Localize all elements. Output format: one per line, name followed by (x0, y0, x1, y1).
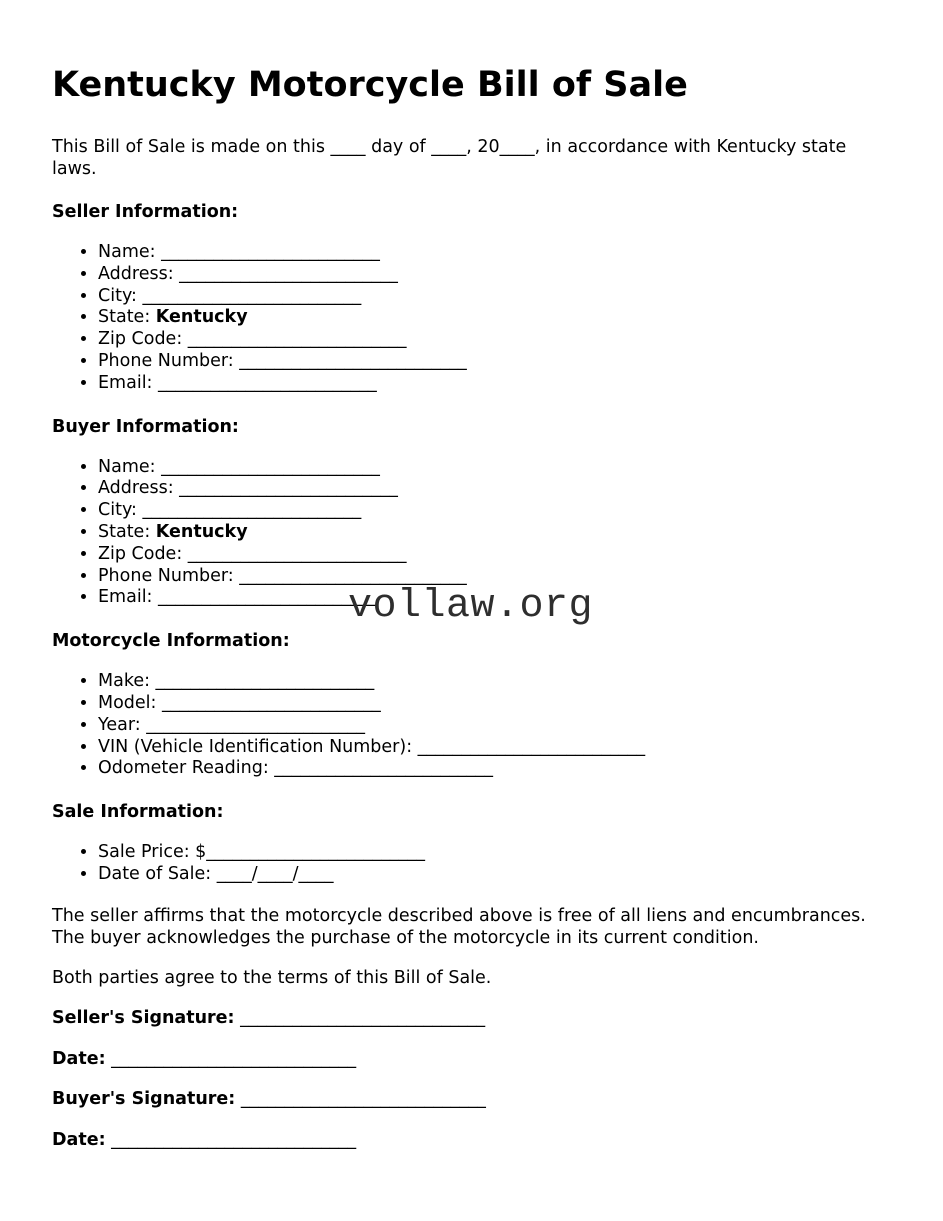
list-item-text: Odometer Reading: _________________________ (98, 758, 494, 779)
list-item-text: State: (98, 307, 156, 328)
watermark: vollaw.org (348, 584, 594, 629)
list-item-text: Sale Price: $_________________________ (98, 842, 426, 863)
list-item-text: Zip Code: _________________________ (98, 329, 407, 350)
date-label: Date: (52, 1129, 106, 1150)
date-label: Date: (52, 1048, 106, 1069)
list-item (98, 842, 891, 864)
intro-paragraph: This Bill of Sale is made on this ____ day of ____, 20____, in accordance with Kentucky state laws. (52, 137, 847, 179)
list-item-text: Model: _________________________ (98, 692, 381, 713)
motorcycle-info-list (52, 671, 891, 780)
signature-blank: ____________________________ (235, 1089, 486, 1110)
signature-line-seller (52, 1007, 891, 1029)
signature-label: Seller's Signature: (52, 1008, 235, 1029)
list-item-text: Name: _________________________ (98, 456, 380, 477)
list-item (98, 478, 891, 500)
list-item-text: State: (98, 521, 156, 542)
list-item-text: Address: _________________________ (98, 263, 398, 284)
date-line-seller (52, 1048, 891, 1070)
list-item (98, 264, 891, 286)
list-item-text: Name: _________________________ (98, 242, 380, 262)
document-title: Kentucky Motorcycle Bill of Sale (52, 65, 688, 105)
list-item (98, 758, 891, 780)
list-item-text: Phone Number: __________________________ (98, 350, 467, 371)
list-item-text: Date of Sale: ____/____/____ (98, 863, 334, 884)
section-heading-sale: Sale Information: (52, 802, 224, 823)
section-heading-seller: Seller Information: (52, 202, 239, 222)
list-item-bold-value: Kentucky (155, 521, 248, 542)
signature-blank: ____________________________ (234, 1008, 486, 1029)
list-item-text: City: _________________________ (98, 500, 362, 521)
affirmation-paragraph: The seller affirms that the motorcycle described above is free of all liens and encumbrances. The buyer acknowledges the purchase of the motorcycle in its current condition. (52, 905, 866, 948)
date-blank: ____________________________ (105, 1048, 357, 1069)
signature-label: Buyer's Signature: (52, 1089, 236, 1110)
list-item (98, 373, 891, 395)
list-item (98, 457, 891, 479)
list-item (98, 587, 891, 609)
signature-line-buyer (52, 1088, 891, 1110)
list-item (98, 693, 891, 715)
list-item-text: Zip Code: _________________________ (98, 543, 407, 564)
date-blank: ____________________________ (105, 1129, 357, 1150)
list-item-text: City: _________________________ (98, 285, 362, 306)
agreement-paragraph: Both parties agree to the terms of this Bill of Sale. (52, 967, 492, 988)
list-item-text: VIN (Vehicle Identification Number): __________________________ (98, 736, 646, 757)
seller-info-list (52, 242, 891, 395)
list-item (98, 566, 891, 588)
list-item (98, 286, 891, 308)
list-item-bold-value: Kentucky (155, 307, 248, 328)
section-heading-buyer: Buyer Information: (52, 416, 239, 437)
sale-info-list (52, 842, 891, 886)
list-item (98, 544, 891, 566)
list-item-text: Phone Number: __________________________ (98, 565, 467, 586)
list-item (98, 500, 891, 522)
list-item (98, 522, 891, 544)
list-item (98, 715, 891, 737)
buyer-info-list (52, 457, 891, 610)
list-item (98, 671, 891, 693)
list-item-text: Email: _________________________ (98, 587, 377, 608)
list-item (98, 351, 891, 373)
list-item (98, 242, 891, 264)
list-item (98, 737, 891, 759)
date-line-buyer (52, 1129, 891, 1151)
list-item (98, 329, 891, 351)
section-heading-motorcycle: Motorcycle Information: (52, 631, 290, 652)
list-item-text: Make: _________________________ (98, 671, 375, 692)
list-item-text: Year: _________________________ (98, 714, 365, 735)
list-item-text: Address: _________________________ (98, 478, 398, 499)
list-item (98, 864, 891, 886)
list-item-text: Email: _________________________ (98, 372, 377, 393)
list-item (98, 307, 891, 329)
